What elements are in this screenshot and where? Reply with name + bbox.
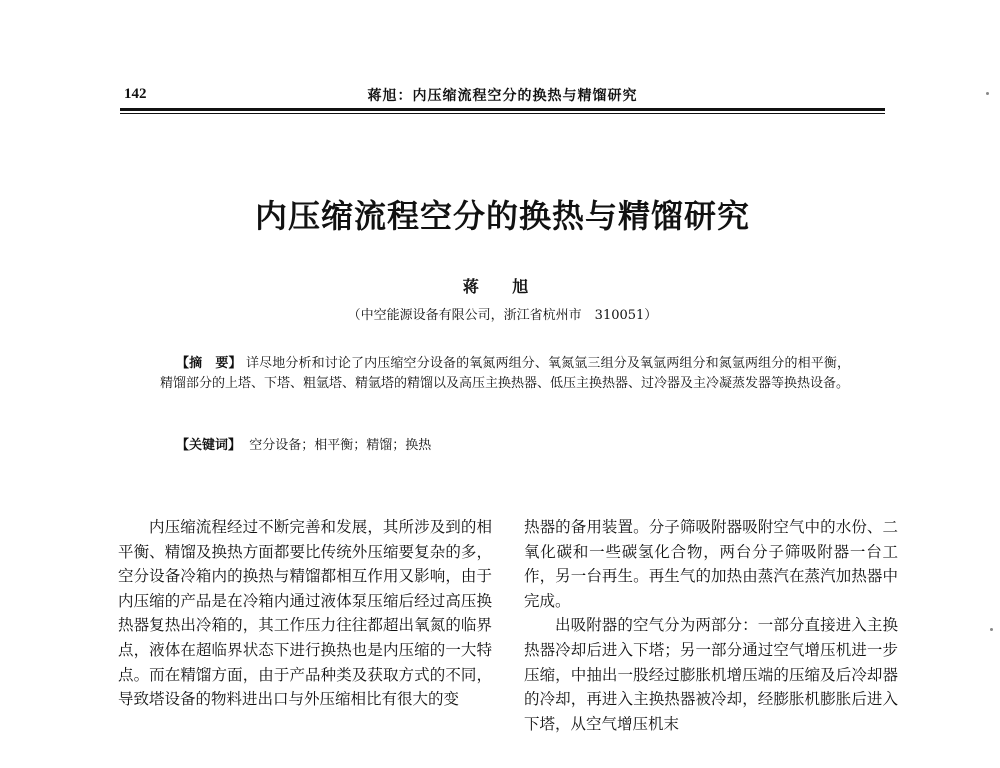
body-left-column: [118, 515, 492, 712]
author-affiliation: （中空能源设备有限公司，浙江省杭州市 310051）: [347, 308, 658, 323]
body-right-column: [524, 515, 898, 736]
running-header: [120, 84, 885, 106]
keywords: [176, 434, 431, 453]
scan-speck: [986, 92, 989, 95]
keywords-label: 【关键词】: [176, 438, 242, 453]
abstract-paragraph: [160, 354, 850, 394]
author-name: 蒋 旭: [462, 277, 543, 296]
body-paragraph: 内压缩流程经过不断完善和发展，其所涉及到的相平衡、精馏及换热方面都要比传统外压缩要复杂的多，空分设备冷箱内的换热与精馏都相互作用又影响，由于内压缩的产品是在冷箱内通过液体泵压缩后经过高压换热器复热出冷箱的，其工作压力往往都超出氧氮的临界点，液体在超临界状态下进行换热也是内压缩的一大特点。而在精馏方面，由于产品种类及获取方式的不同，导致塔设备的物料进出口与外压缩相比有很大的变: [118, 518, 492, 709]
body-paragraph-continued: 热器的备用装置。分子筛吸附器吸附空气中的水份、二氧化碳和一些碳氢化合物，两台分子筛吸附器一台工作，另一台再生。再生气的加热由蒸汽在蒸汽加热器中完成。: [524, 518, 898, 610]
keywords-text: 空分设备；相平衡；精馏；换热: [249, 438, 432, 453]
abstract-label: 【摘 要】: [176, 356, 242, 371]
header-rule-thick: [120, 108, 885, 111]
header-rule-thin: [120, 113, 885, 114]
page-number: 142: [124, 86, 147, 102]
abstract-text: 详尽地分析和讨论了内压缩空分设备的氧氮两组分、氧氮氩三组分及氧氩两组分和氮氩两组分的相平衡，精馏部分的上塔、下塔、粗氩塔、精氩塔的精馏以及高压主换热器、低压主换热器、过冷器及主冷凝蒸发器等换热设备。: [160, 356, 850, 391]
body-paragraph: 出吸附器的空气分为两部分：一部分直接进入主换热器冷却后进入下塔；另一部分通过空气增压机进一步压缩，中抽出一股经过膨胀机增压端的压缩及后冷却器的冷却，再进入主换热器被冷却，经膨胀机膨胀后进入下塔，从空气增压机末: [524, 616, 898, 733]
abstract: [160, 354, 850, 394]
running-title: 蒋旭：内压缩流程空分的换热与精馏研究: [367, 88, 638, 104]
article-title: 内压缩流程空分的换热与精馏研究: [254, 197, 750, 235]
scan-speck: [990, 628, 993, 631]
